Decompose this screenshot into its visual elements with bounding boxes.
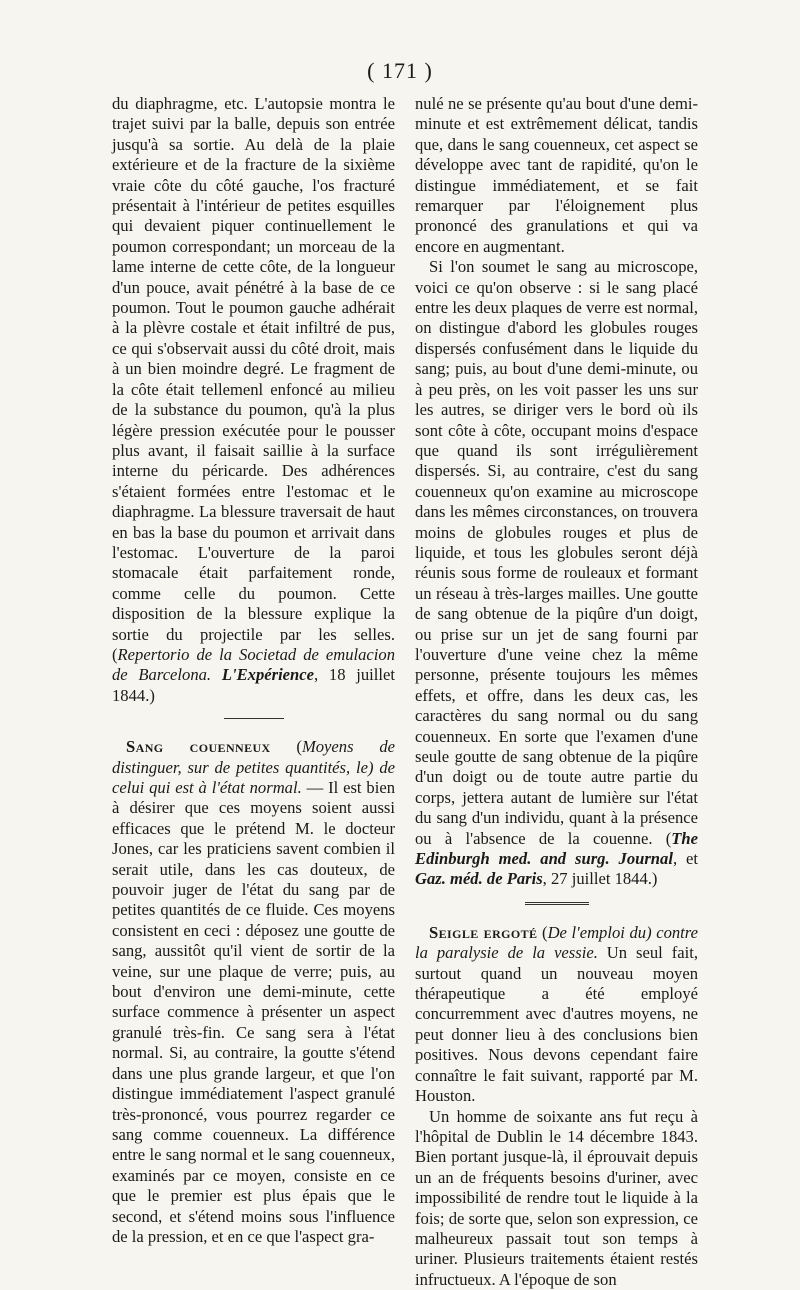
citation-date: , 18 juillet 1844.)	[112, 665, 395, 704]
section-divider-2	[525, 902, 589, 905]
heading-open-paren: (	[271, 737, 302, 756]
citation-connector: , et	[673, 849, 698, 868]
citation-experience: L'Expérience	[222, 665, 314, 684]
left-column	[112, 94, 395, 1247]
paragraph-autopsy	[112, 94, 395, 706]
article-subtitle-sang-couenneux: Moyens de distinguer, sur de petites quantités, le) de celui qui est à l'état normal.	[112, 737, 395, 797]
page-number: ( 171 )	[0, 58, 800, 84]
paragraph-granule: nulé ne se présente qu'au bout d'une demi-minute et est extrêmement délicat, tandis que, dans le sang couenneux, cet aspect se développe avec tant de rapidité, qu'on le distingue immédiatement, et se fait remarquer par l'éloignement plus prononcé des granulations et qui va encore en augmentant.	[415, 94, 698, 257]
heading-open-paren-2: (	[537, 923, 547, 942]
citation-gazette: Gaz. méd. de Paris	[415, 869, 543, 888]
citation-date-2: , 27 juillet 1844.)	[543, 869, 658, 888]
autopsy-text: du diaphragme, etc. L'autopsie montra le trajet suivi par la balle, depuis son entrée jusqu'à sa sortie. Au delà de la plaie extérieure et de la fracture de la sixième vraie côte du côté gauche, l'os fracturé présentait à l'intérieur de petites esquilles qui devaient piquer continuellement le poumon correspondant; un morceau de la lame interne de cette côte, de la longueur d'un pouce, avait pénétré à la base de ce poumon. Tout le poumon gauche adhérait à la plèvre costale et était infiltré de pus, ce qui s'observait aussi du côté droit, mais à un bien moindre degré. Le fragment de la côte était tellemenl enfoncé au milieu de la substance du poumon, qu'à la plus légère pression exécutée pour le pousser plus avant, il faisait saillie à la surface interne du péricarde. Des adhérences s'étaient formées entre l'estomac et le diaphragme. La blessure traversait de haut en bas la base du poumon et arrivait dans l'estomac. L'ouverture de la paroi stomacale était parfaitement ronde, comme celle du poumon. Cette disposition de la blessure explique la sortie du projectile par les selles. (	[112, 94, 395, 664]
citation-repertorio: Repertorio de la Societad de emulacion de Barcelona.	[112, 645, 395, 684]
section-divider	[224, 718, 284, 719]
paragraph-dublin-case: Un homme de soixante ans fut reçu à l'hôpital de Dublin le 14 décembre 1843. Bien portant jusque-là, il éprouvait depuis un an de fréquents besoins d'uriner, avec impossibilité de rendre tout le liquide à la fois; de sorte que, selon son expression, ce malheureux passait tout son temps à uriner. Plusieurs traitements étaient restés infructueux. A l'époque de son	[415, 1107, 698, 1290]
article-seigle-ergote	[415, 923, 698, 1107]
article-heading-seigle-ergote: Seigle ergoté	[429, 923, 537, 942]
article-heading-sang-couenneux: Sang couenneux	[126, 737, 271, 756]
right-column	[415, 94, 698, 1290]
article-body-seigle-ergote: Un seul fait, surtout quand un nouveau moyen thérapeutique a été employé concurremment avec d'autres moyens, ne peut donner lieu à des conclusions bien positives. Nous devons cependant faire connaître le fait suivant, rapporté par M. Houston.	[415, 943, 698, 1105]
citation-edinburgh: The Edinburgh med. and surg. Journal	[415, 829, 698, 868]
microscope-text: Si l'on soumet le sang au microscope, voici ce qu'on observe : si le sang placé entre les deux plaques de verre est normal, on distingue d'abord les globules rouges dispersés confusément dans le liquide du sang; puis, au bout d'une demi-minute, ou à peu près, on les voit passer les uns sur les autres, se diriger vers le bord où ils sont côte à côte, occupant moins d'espace que quand ils sont irrégulièrement dispersés. Si, au contraire, c'est du sang couenneux qu'on examine au microscope dans les mêmes circonstances, on trouvera moins de globules rouges et plus de liquide, et tous les globules seront déjà réunis sous forme de rouleaux et formant un réseau à très-larges mailles. Une goutte de sang obtenue de la piqûre d'un doigt, ou prise sur un jet de sang fourni par l'ouverture d'une veine chez la même personne, présente toujours les mêmes effets, et offre, dans les deux cas, les caractères du sang normal ou du sang couenneux. En sorte que l'examen d'une seule goutte de sang obtenue de la piqûre d'un doigt ou de toute autre partie du corps, jettera autant de lumière sur l'état du sang d'un individu, quant à la présence ou à l'absence de la couenne. (	[415, 257, 698, 847]
article-sang-couenneux	[112, 737, 395, 1247]
article-body-sang-couenneux: — Il est bien à désirer que ces moyens soient aussi efficaces que le prétend M. le docteur Jones, car les praticiens savent combien il serait utile, dans les cas douteux, de pouvoir juger de l'état du sang par de petites quantités de ce fluide. Ces moyens consistent en ceci : déposez une goutte de sang, aussitôt qu'il vient de sortir de la veine, sur une plaque de verre; puis, au bout d'environ une demi-minute, cette surface commence à présenter un aspect granulé très-fin. Ce sang sera à l'état normal. Si, au contraire, la goutte s'étend dans une plus grande largeur, et que l'on distingue immédiatement l'aspect granulé très-prononcé, vous pourrez regarder ce sang comme couenneux. La différence entre le sang normal et le sang couenneux, examinés par ce moyen, consiste en ce que le premier est plus épais que le second, et s'étend moins sous l'influence de la pression, et en ce que l'aspect gra-	[112, 778, 395, 1246]
paragraph-microscope	[415, 257, 698, 890]
article-subtitle-seigle-ergote: De l'emploi du) contre la paralysie de la vessie.	[415, 923, 698, 962]
